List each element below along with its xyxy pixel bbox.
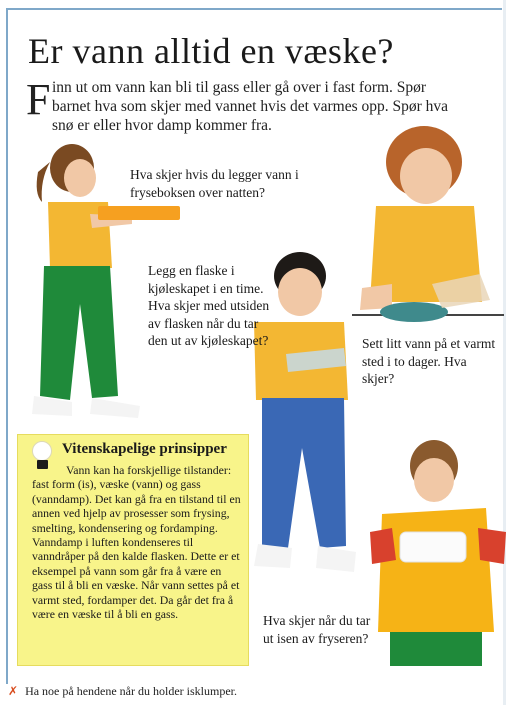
science-box-title: Vitenskapelige prinsipper <box>62 441 227 457</box>
science-principles-box <box>17 434 249 666</box>
boy-with-bowl-photo <box>352 124 504 330</box>
safety-note <box>8 684 237 699</box>
question-warm-place: Sett litt vann på et varmt sted i to dager. Hva skjer? <box>362 336 496 386</box>
question-bottle: Legg en flaske i kjøleskapet i en time. Hva skjer med utsiden av flasken når du tar den ut av kjøleskapet? <box>148 263 270 348</box>
question-ice: Hva skjer når du tar ut isen av fryseren? <box>263 613 371 646</box>
lightbulb-icon <box>32 441 52 461</box>
warning-cross-icon: ✗ <box>8 684 19 698</box>
intro-dropcap: F <box>26 75 51 124</box>
question-freezer: Hva skjer hvis du legger vann i fryseboksen over natten? <box>130 167 299 200</box>
intro-text: inn ut om vann kan bli til gass eller gå over i fast form. Spør barnet hva som skjer med vannet hvis det varmes opp. Spør hva snø er eller hvor damp kommer fra. <box>52 79 449 134</box>
safety-note-text: Ha noe på hendene når du holder isklumper. <box>25 684 237 698</box>
girl-with-ice-photo <box>370 436 506 668</box>
page-title: Er vann alltid en væske? <box>28 31 394 71</box>
science-box-text: Vann kan ha forskjellige tilstander: fast form (is), væske (vann) og gass (vanndamp). Det kan gå fra en tilstand til en annen ved hjelp av prosesser som frysing, smelting, kondensering og fordamping. Vanndamp i luften kondenseres til vanndråper på den kalde flasken. Dette er et eksempel på vann som går fra å være en gass til å bli en væske. Når vann settes på et varmt sted, fordamper det. Da går det fra å være en væske til å bli en gass. <box>32 463 241 622</box>
